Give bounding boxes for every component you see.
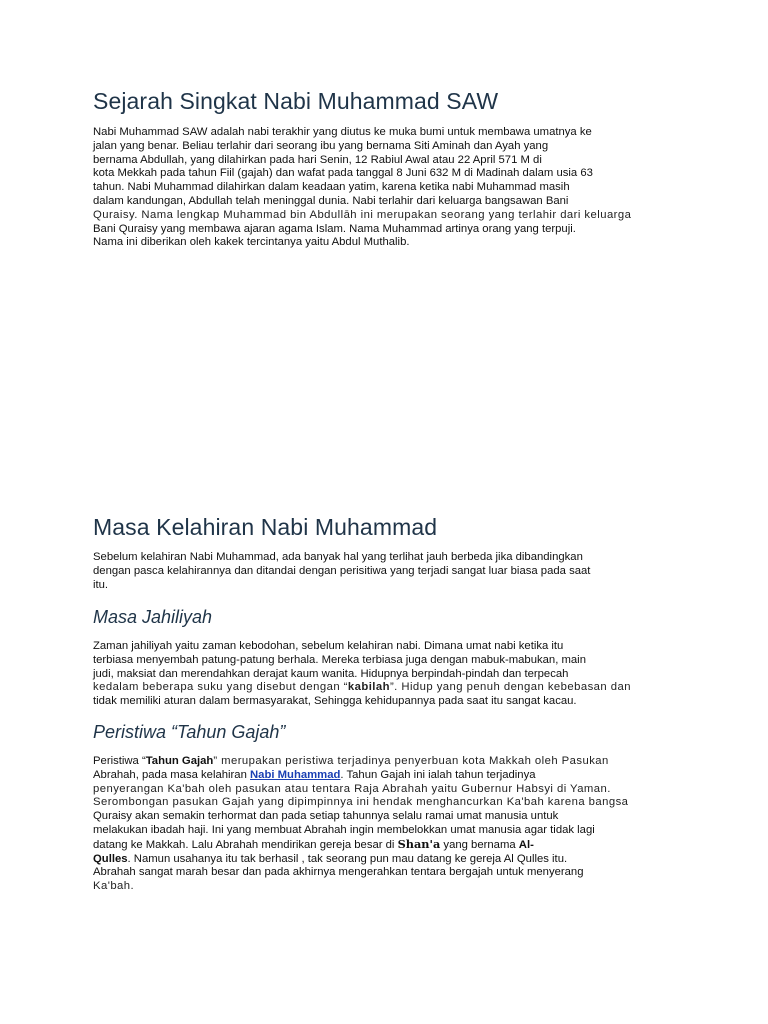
paragraph-masa-jahiliyah xyxy=(93,640,678,709)
term-kabilah: kabilah xyxy=(347,681,390,694)
text-span: Abrahah, pada masa kelahiran xyxy=(93,768,251,781)
text-line: kota Mekkah pada tahun Fiil (gajah) dan wafat pada tanggal 8 Juni 632 M di Madinah dalam usia 63 xyxy=(93,167,593,180)
text-line: tahun. Nabi Muhammad dilahirkan dalam keadaan yatim, karena ketika nabi Muhammad masih xyxy=(93,181,570,194)
text-line: Quraisy akan semakin terhormat dan pada setiap tahunnya selalu ramai umat manusia untuk xyxy=(93,810,559,823)
text-line xyxy=(93,681,678,695)
term-shana: Shan'a xyxy=(397,836,441,851)
link-nabi-muhammad[interactable]: Nabi Muhammad xyxy=(250,768,341,781)
text-span: yang bernama xyxy=(440,838,519,851)
text-line: itu. xyxy=(93,578,109,591)
text-line: dengan pasca kelahirannya dan ditandai dengan perisitiwa yang terjadi sangat luar biasa pada saat xyxy=(93,564,591,577)
title-tahun-gajah: Peristiwa “Tahun Gajah” xyxy=(93,722,286,742)
text-line: Nabi Muhammad SAW adalah nabi terakhir yang diutus ke muka bumi untuk membawa umatnya ke xyxy=(93,126,592,138)
title-sejarah: Sejarah Singkat Nabi Muhammad SAW xyxy=(93,88,499,114)
term-tahun-gajah: Tahun Gajah xyxy=(145,755,214,767)
text-span: ” merupakan peristiwa terjadinya penyerbuan kota Makkah oleh Pasukan xyxy=(213,755,609,767)
text-line: jalan yang benar. Beliau terlahir dari seorang ibu yang bernama Siti Aminah dan Ayah yang xyxy=(93,139,549,152)
title-masa-kelahiran: Masa Kelahiran Nabi Muhammad xyxy=(93,514,438,540)
title-masa-jahiliyah: Masa Jahiliyah xyxy=(93,607,213,627)
term-qulles: Qulles xyxy=(93,852,128,865)
text-span: . Namun usahanya itu tak berhasil , tak seorang pun mau datang ke gereja Al Qulles itu. xyxy=(127,852,568,865)
text-span: Peristiwa “ xyxy=(93,755,146,767)
text-line: penyerangan Ka'bah oleh pasukan atau tentara Raja Abrahah yaitu Gubernur Habsyi di Yaman. xyxy=(93,782,611,795)
text-line: melakukan ibadah haji. Ini yang membuat Abrahah ingin membelokkan umat manusia agar tidak lagi xyxy=(93,823,595,836)
text-line xyxy=(93,769,678,783)
text-line xyxy=(93,853,678,867)
text-line: Bani Quraisy yang membawa ajaran agama Islam. Nama Muhammad artinya orang yang terpuji. xyxy=(93,222,576,235)
paragraph-tahun-gajah xyxy=(93,755,678,894)
text-span: kedalam beberapa suku yang disebut dengan “ xyxy=(93,681,348,694)
text-line: Abrahah sangat marah besar dan pada akhirnya mengerahkan tentara bergajah untuk menyerang xyxy=(93,866,584,879)
text-line: dalam kandungan, Abdullah telah meninggal dunia. Nabi terlahir dari keluarga bangsawan Bani xyxy=(93,194,569,207)
text-line: Zaman jahiliyah yaitu zaman kebodohan, sebelum kelahiran nabi. Dimana umat nabi ketika itu xyxy=(93,640,564,652)
text-line: bernama Abdullah, yang dilahirkan pada hari Senin, 12 Rabiul Awal atau 22 April 571 M di xyxy=(93,153,542,166)
text-line: Ka'bah. xyxy=(93,880,135,893)
paragraph-masa-kelahiran xyxy=(93,551,678,592)
text-line: terbiasa menyembah patung-patung berhala. Mereka terbiasa juga dengan mabuk-mabukan, main xyxy=(93,653,586,666)
text-line: tidak memiliki aturan dalam bermasyarakat, Sehingga kehidupannya pada saat itu sangat kacau. xyxy=(93,695,577,708)
text-span: datang ke Makkah. Lalu Abrahah mendirikan gereja besar di xyxy=(93,838,398,851)
text-line: Nama ini diberikan oleh kakek tercintanya yaitu Abdul Muthalib. xyxy=(93,236,410,249)
text-line: Serombongan pasukan Gajah yang dipimpinnya ini hendak menghancurkan Ka'bah karena bangsa xyxy=(93,796,629,809)
text-line: Sebelum kelahiran Nabi Muhammad, ada banyak hal yang terlihat jauh berbeda jika dibandingkan xyxy=(93,551,583,563)
text-line xyxy=(93,755,678,769)
paragraph-sejarah xyxy=(93,126,678,250)
text-line: judi, maksiat dan merendahkan derajat kaum wanita. Hidupnya berpindah-pindah dan terpecah xyxy=(93,667,569,680)
term-al-qulles-start: Al- xyxy=(518,838,534,851)
text-line xyxy=(93,838,678,853)
text-line: Quraisy. Nama lengkap Muhammad bin Abdullāh ini merupakan seorang yang terlahir dari keluarga xyxy=(93,208,632,221)
text-span: ”. Hidup yang penuh dengan kebebasan dan xyxy=(389,681,631,694)
text-span: . Tahun Gajah ini ialah tahun terjadinya xyxy=(340,768,536,781)
